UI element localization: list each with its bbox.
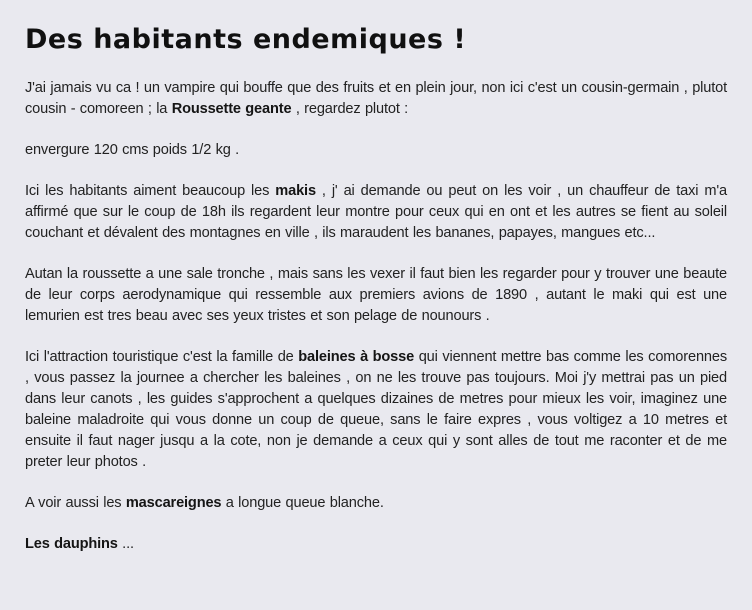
highlighted-term: Les dauphins bbox=[25, 536, 118, 552]
paragraph bbox=[25, 534, 727, 555]
article-body bbox=[25, 78, 727, 555]
text-run: envergure 120 cms poids 1/2 kg . bbox=[25, 142, 239, 158]
paragraph bbox=[25, 347, 727, 473]
paragraph bbox=[25, 181, 727, 244]
text-run: Ici les habitants aiment beaucoup les bbox=[25, 183, 276, 199]
text-run: A voir aussi les bbox=[25, 495, 126, 511]
highlighted-term: mascareignes bbox=[125, 495, 222, 511]
text-run: , regardez plutot : bbox=[291, 101, 409, 117]
highlighted-term: makis bbox=[275, 183, 316, 199]
page-title: Des habitants endemiques ! bbox=[25, 24, 467, 55]
text-run: Autan la roussette a une sale tronche , mais sans les vexer il faut bien les regarder pour y trouver une beaute de leur corps aerodynamique qui ressemble aux premiers avions de 1890 , autant le maki qui est une lemurien est tres beau avec ses yeux tristes et son pelage de nounours . bbox=[25, 266, 727, 324]
text-run: a longue queue blanche. bbox=[221, 495, 384, 511]
paragraph bbox=[25, 264, 727, 327]
paragraph bbox=[25, 140, 727, 161]
text-run: qui viennent mettre bas comme les comorennes , vous passez la journee a chercher les baleines , on ne les trouve pas toujours. Moi j'y mettrai pas un pied dans leur canots , les guides s'approchent a quelques dizaines de metres pour mieux les voir, imaginez une baleine maladroite qui vous donne un coup de queue, sans le faire expres , vous voltigez a 10 metres et ensuite il faut nager jusqu a la cote, non je demande a ceux qui y sont alles de tout me raconter et de me preter leur photos . bbox=[25, 349, 727, 470]
paragraph bbox=[25, 493, 727, 514]
paragraph bbox=[25, 78, 727, 120]
text-run: Ici l'attraction touristique c'est la famille de bbox=[25, 349, 299, 365]
highlighted-term: baleines à bosse bbox=[298, 349, 415, 365]
text-run: J'ai jamais vu ca ! un vampire qui bouffe que des fruits et en plein jour, non ici c'est un cousin-germain , plutot cousin - comoreen ; la bbox=[25, 80, 727, 117]
text-run: ... bbox=[117, 536, 134, 552]
text-run: , j' ai demande ou peut on les voir , un chauffeur de taxi m'a affirmé que sur le coup de 18h ils regardent leur montre pour ceux qui en ont et les autres se fient au soleil couchant et dévalent des montagnes en ville , ils maraudent les bananes, papayes, mangues etc... bbox=[25, 183, 727, 241]
highlighted-term: Roussette geante bbox=[171, 101, 292, 117]
